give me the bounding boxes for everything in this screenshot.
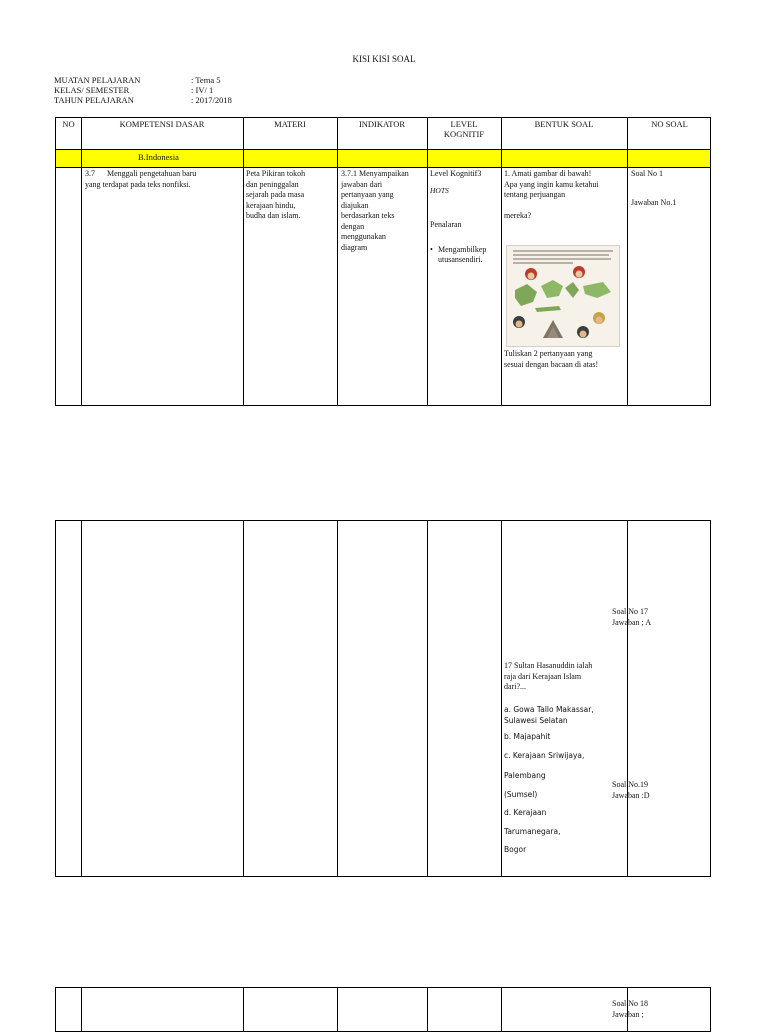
question-line: 1. Amati gambar di bawah! — [504, 169, 592, 178]
history-illustration — [506, 245, 620, 347]
materi-line: Peta Pikiran tokoh — [246, 169, 306, 178]
header-bentuk: BENTUK SOAL — [534, 119, 594, 129]
materi-line: budha dan islam. — [246, 211, 301, 220]
header-level — [427, 119, 501, 139]
option-c: c. Kerajaan Sriwijaya, — [504, 750, 585, 760]
jawaban-label: Jawaban ; — [612, 1009, 644, 1019]
question-line: dari?... — [504, 682, 526, 691]
level-bullet-item — [430, 245, 500, 266]
soal-number: Soal No 18 — [612, 999, 648, 1008]
header-materi: MATERI — [274, 119, 306, 129]
header-kd: KOMPETENSI DASAR — [119, 119, 205, 129]
task-line: Tuliskan 2 pertanyaan yang — [504, 349, 593, 358]
indonesia-map-illustration — [507, 246, 619, 346]
kd-text: Menggali pengetahuan baru — [107, 169, 197, 178]
subject-label: B.Indonesia — [138, 152, 179, 162]
grid-table-3 — [55, 987, 711, 1032]
question-line: tentang perjuangan — [504, 190, 566, 199]
indikator-line: 3.7.1 Menyampaikan — [341, 169, 409, 178]
materi-cell — [246, 169, 336, 222]
level-penalaran: Penalaran — [430, 220, 462, 229]
header-no: NO — [62, 119, 75, 129]
header-level-line2: KOGNITIF — [443, 129, 485, 139]
meta-label: TAHUN PELAJARAN — [54, 95, 134, 105]
materi-line: kerajaan hindu, — [246, 200, 296, 210]
materi-line: dan peninggalan — [246, 179, 299, 189]
indikator-line: pertanyaan yang — [341, 190, 394, 199]
options-list — [504, 705, 628, 856]
soal-18-label — [612, 999, 707, 1020]
meta-value: : 2017/2018 — [191, 95, 232, 105]
option-b: b. Majapahit — [504, 732, 551, 741]
option-d-city: Bogor — [504, 845, 527, 854]
meta-value: : IV/ 1 — [191, 85, 214, 95]
document-title: KISI KISI SOAL — [352, 54, 416, 64]
soal-17-label — [612, 607, 707, 628]
question-line: 17 Sultan Hasanuddin ialah — [504, 661, 593, 670]
meta-label: MUATAN PELAJARAN — [54, 75, 141, 85]
header-nosoal: NO SOAL — [651, 119, 688, 129]
nosoal-cell — [631, 169, 711, 208]
indikator-line: menggunakan — [341, 232, 386, 241]
soal-number: Soal No 1 — [631, 169, 663, 178]
bullet-icon: • — [430, 244, 433, 254]
header-level-line1: LEVEL — [450, 119, 478, 129]
bentuk-task — [504, 349, 628, 370]
indikator-cell — [341, 169, 427, 253]
indikator-line: diajukan — [341, 200, 369, 210]
option-c-region: (Sumsel) — [504, 789, 538, 799]
question-line: Apa yang ingin kamu ketahui — [504, 179, 599, 189]
question-line: mereka? — [504, 210, 532, 220]
soal-number: Soal No.19 — [612, 780, 648, 789]
level-cell — [430, 169, 500, 266]
meta-label: KELAS/ SEMESTER — [54, 85, 130, 95]
jawaban-label: Jawaban No.1 — [631, 197, 677, 207]
meta-value: : Tema 5 — [191, 75, 221, 85]
option-a — [504, 705, 628, 726]
bentuk-cell — [504, 169, 628, 221]
jawaban-label: Jawaban :D — [612, 790, 650, 800]
level-bullet-line: Mengambilkep — [438, 244, 487, 254]
kd-number: 3.7 — [85, 169, 95, 178]
soal-number: Soal No 17 — [612, 607, 648, 616]
grid-table-1 — [55, 117, 711, 406]
indikator-line: berdasarkan teks — [341, 211, 395, 220]
indikator-line: dengan — [341, 221, 365, 231]
soal-19-label — [612, 780, 707, 801]
indikator-line: diagram — [341, 242, 368, 252]
option-c-city: Palembang — [504, 771, 546, 780]
question-17 — [504, 661, 628, 693]
option-d: d. Kerajaan — [504, 808, 547, 817]
kd-cell — [85, 169, 241, 190]
grid-table-2 — [55, 520, 711, 877]
jawaban-label: Jawaban ; A — [612, 617, 652, 627]
level-text: Level Kognitif3 — [430, 169, 482, 178]
kd-text-2: yang terdapat pada teks nonfiksi. — [85, 179, 191, 189]
question-line: raja dari Kerajaan Islam — [504, 671, 582, 681]
task-line: sesuai dengan bacaan di atas! — [504, 359, 599, 369]
level-hots: HOTS — [430, 185, 449, 195]
level-bullet-line: utusansendiri. — [438, 255, 483, 264]
indikator-line: jawaban dari — [341, 179, 383, 189]
materi-line: sejarah pada masa — [246, 190, 305, 199]
option-line: Sulawesi Selatan — [504, 715, 568, 725]
option-d-name: Tarumanegara, — [504, 826, 561, 836]
option-line: a. Gowa Tallo Makassar, — [504, 705, 594, 714]
header-indikator: INDIKATOR — [358, 119, 406, 129]
